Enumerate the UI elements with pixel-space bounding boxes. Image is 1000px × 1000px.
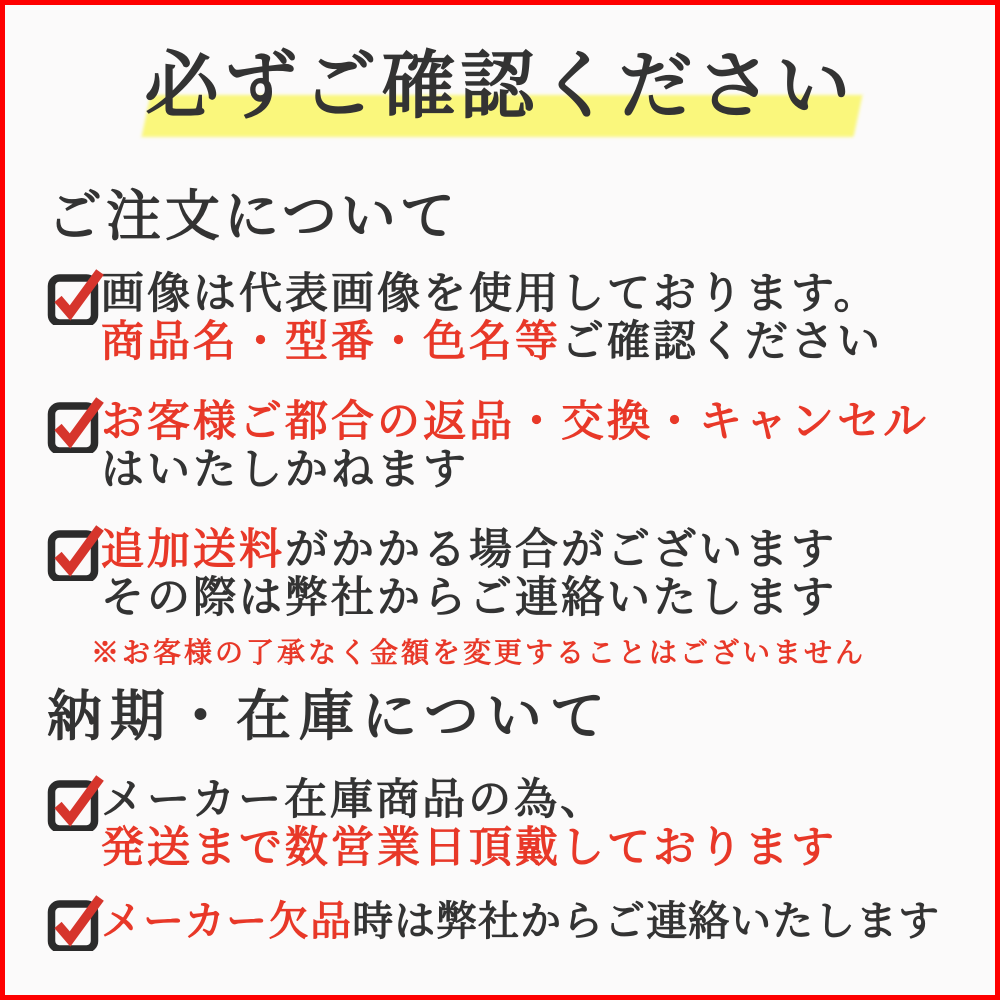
checklist-item-representative-image — [47, 271, 963, 367]
item-line — [101, 399, 963, 447]
item-text-segment: その際は弊社からご連絡いたします — [101, 575, 837, 622]
item-text — [101, 527, 963, 623]
item-text-segment: お客様ご都合の返品・交換・キャンセル — [101, 399, 929, 446]
item-text-segment: 時は弊社からご連絡いたします — [352, 898, 941, 944]
item-text — [101, 271, 963, 367]
item-text — [101, 777, 963, 873]
item-line — [101, 777, 963, 825]
item-line — [101, 575, 963, 623]
page-title-text: 必ずご確認ください — [144, 46, 856, 128]
checklist-item-maker-stock — [47, 777, 963, 873]
item-line — [101, 447, 963, 495]
item-text-segment: 発送まで数営業日頂戴しております — [101, 825, 837, 872]
item-line — [101, 825, 963, 873]
item-text — [101, 897, 963, 945]
checklist-item-maker-shortage — [47, 897, 963, 945]
checkbox-check-icon — [47, 773, 105, 831]
checklist-item-extra-shipping — [47, 527, 963, 623]
item-line — [101, 527, 963, 575]
checkbox-check-icon — [47, 893, 105, 951]
item-line — [101, 319, 963, 367]
item-text-segment: メーカー欠品 — [101, 898, 353, 944]
section-heading-stock: 納期・在庫について — [47, 686, 613, 747]
page-title — [5, 5, 995, 155]
checkbox-check-icon — [47, 395, 105, 453]
item-text-segment: 追加送料 — [101, 527, 285, 574]
item-text-segment: メーカー在庫商品の為、 — [101, 777, 607, 824]
item-text-segment: がかかる場合がございます — [285, 527, 837, 574]
item-text — [101, 399, 963, 495]
item-text-segment: 画像は代表画像を使用しております。 — [101, 271, 880, 318]
item-text-segment: ご確認ください — [561, 319, 883, 366]
section-heading-order: ご注文について — [47, 186, 459, 247]
item-text-segment: はいたしかねます — [101, 447, 469, 494]
item-line — [101, 897, 963, 945]
checklist-item-no-returns — [47, 399, 963, 495]
checkbox-check-icon — [47, 523, 105, 581]
item-line — [101, 271, 963, 319]
price-change-note: ※お客様の了承なく金額を変更することはございません — [91, 638, 867, 669]
checkbox-check-icon — [47, 267, 105, 325]
item-text-segment: 商品名・型番・色名等 — [101, 319, 561, 366]
